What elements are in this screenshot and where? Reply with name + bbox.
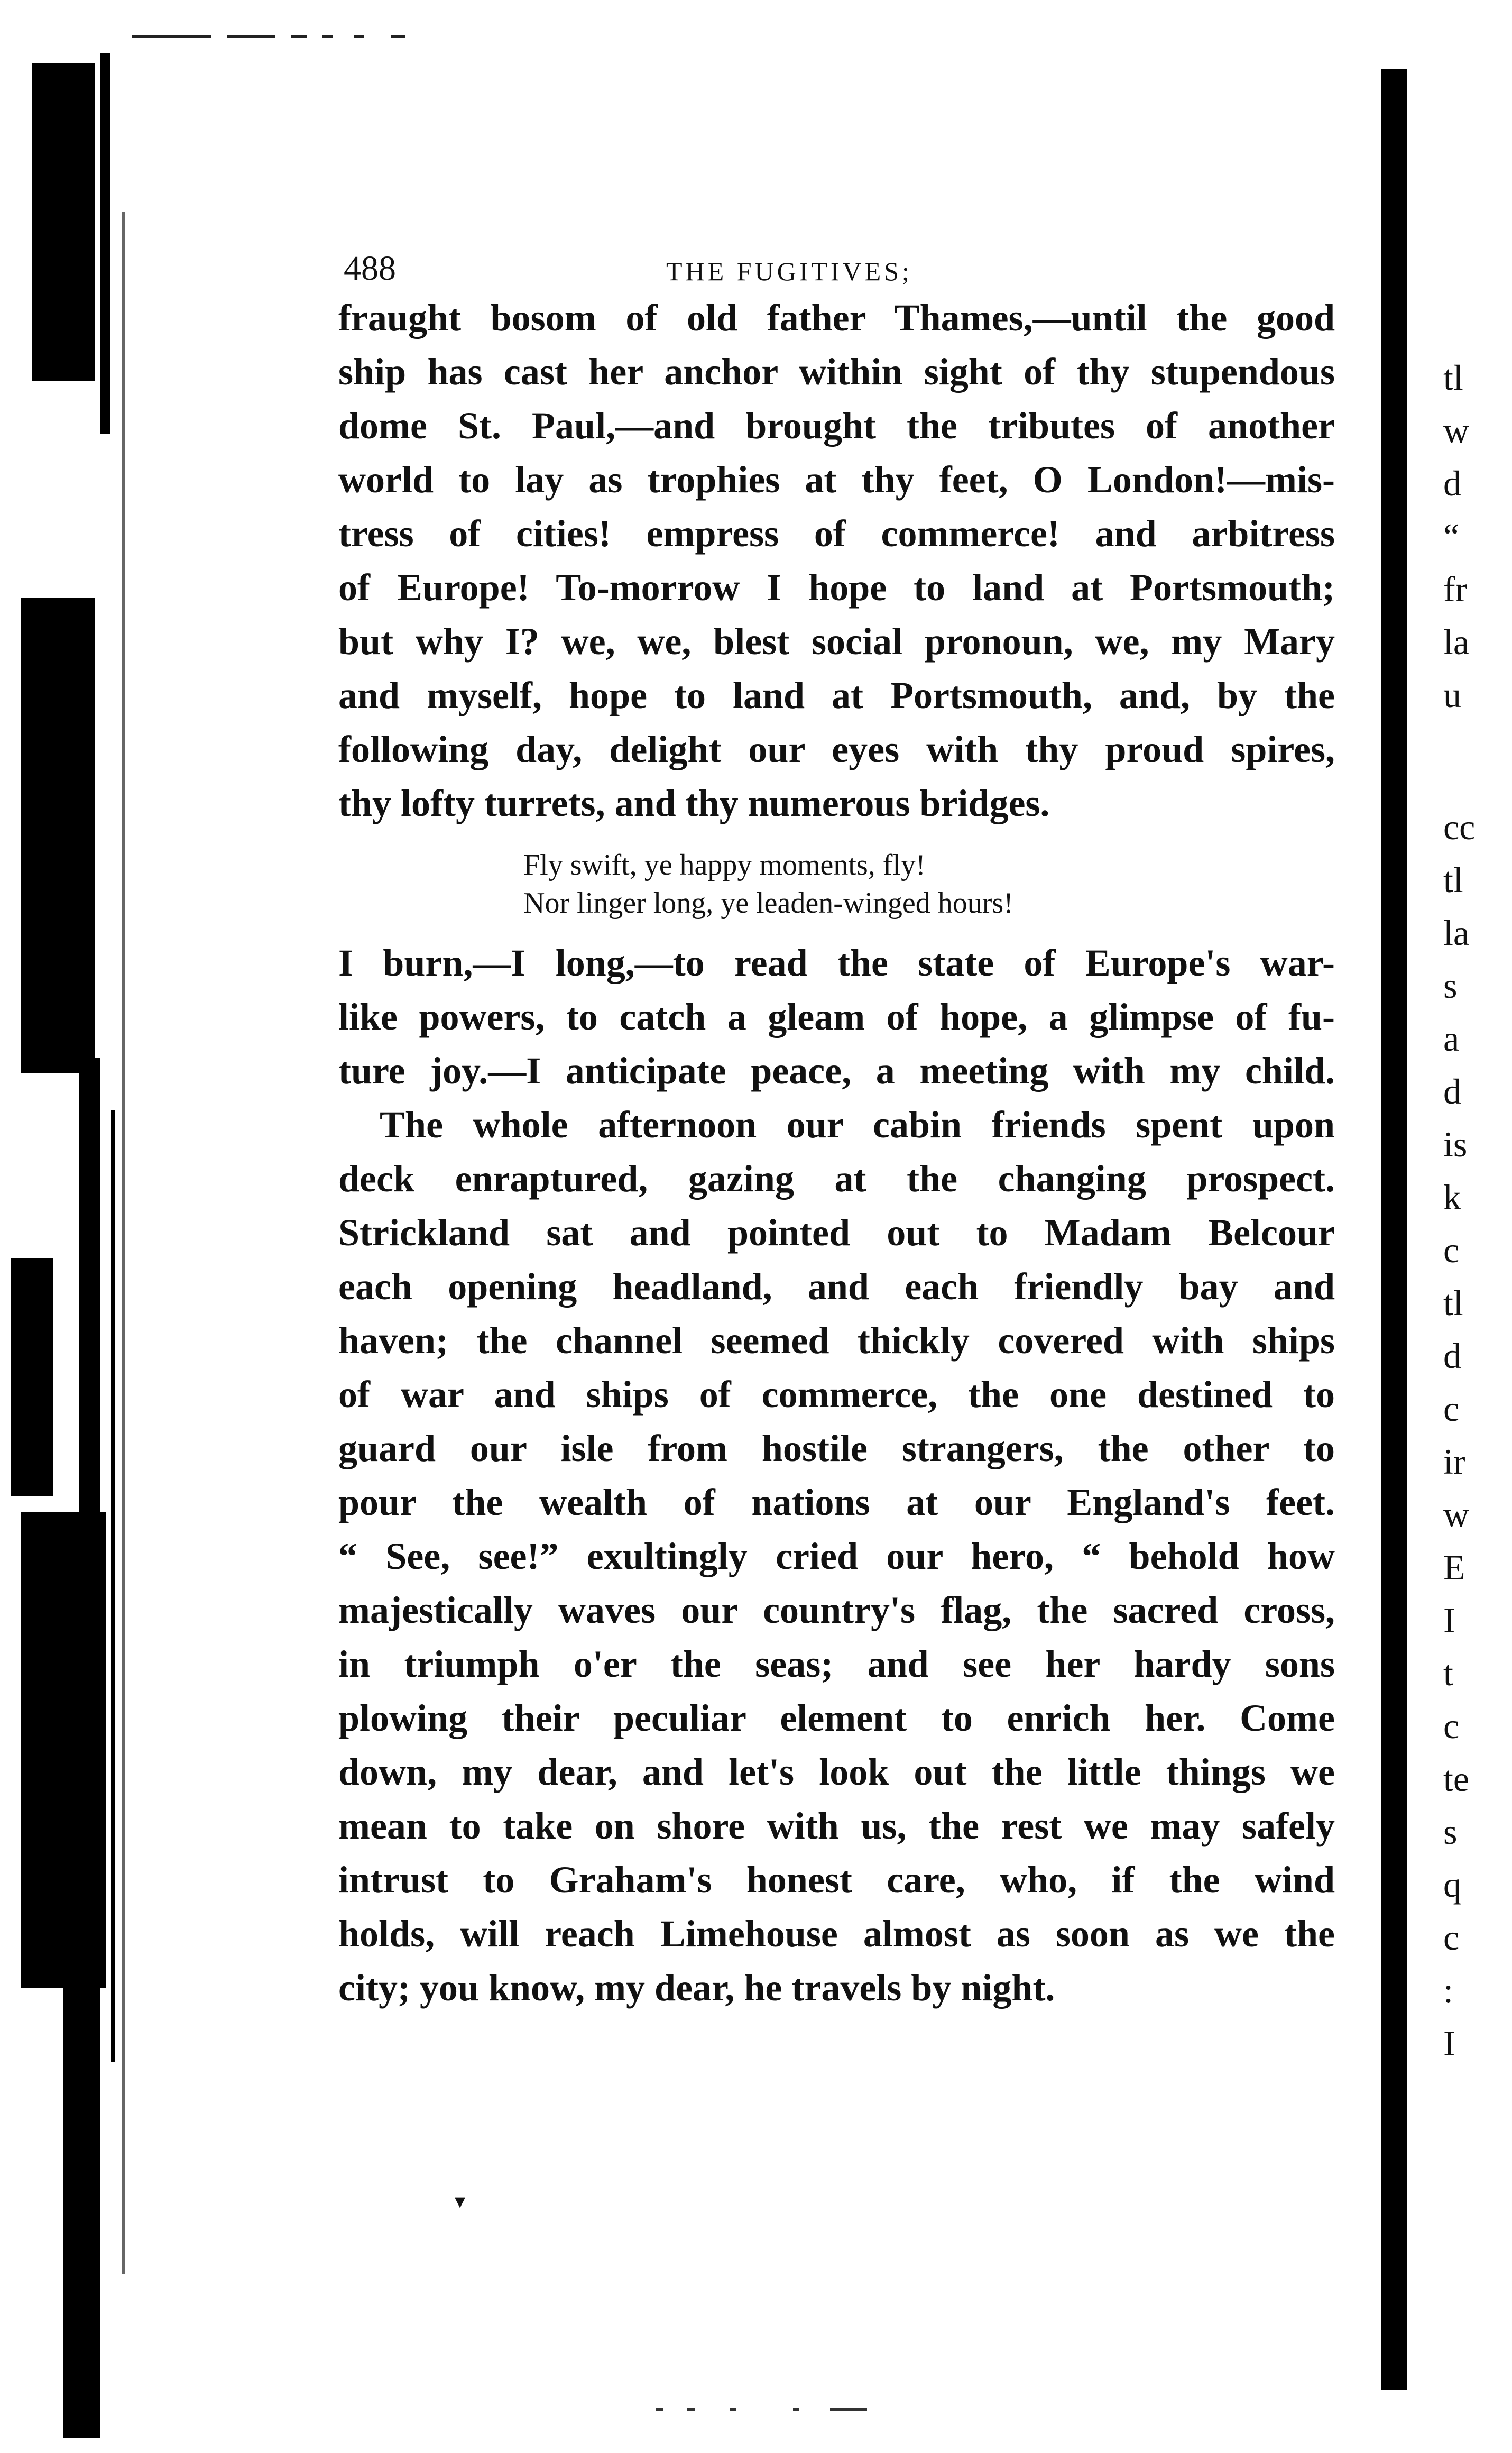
verse-quote <box>338 830 1335 936</box>
text-line: in triumph o'er the seas; and see her hardy sons <box>338 1643 1335 1685</box>
scan-noise-top <box>132 33 428 42</box>
fragment-text: c <box>1443 1230 1460 1270</box>
text-line: and myself, hope to land at Portsmouth, and, by the <box>338 674 1335 716</box>
verse-line: Fly swift, ye happy moments, fly! <box>523 849 926 881</box>
scan-noise-bottom <box>656 2406 952 2413</box>
text-line: following day, delight our eyes with thy proud spires, <box>338 728 1335 770</box>
text-line: mean to take on shore with us, the rest we may safely <box>338 1805 1335 1847</box>
fragment-text: s <box>1443 1812 1458 1852</box>
page-number: 488 <box>344 249 396 288</box>
fragment-text: s <box>1443 966 1458 1006</box>
text-line: majestically waves our country's flag, the sacred cross, <box>338 1589 1335 1631</box>
page-gutter <box>1381 69 1407 2390</box>
paragraph-3 <box>338 1098 1335 2015</box>
fragment-text: k <box>1443 1177 1461 1217</box>
fragment-text: I <box>1443 1600 1455 1640</box>
text-line: ship has cast her anchor within sight of thy stupendous <box>338 351 1335 393</box>
text-line: I burn,—I long,—to read the state of Europe's war- <box>338 942 1335 984</box>
text-line: down, my dear, and let's look out the little things we <box>338 1751 1335 1793</box>
fragment-text: c <box>1443 1706 1460 1746</box>
fragment-text: te <box>1443 1759 1470 1799</box>
fragment-text: I <box>1443 2023 1455 2063</box>
text-line: The whole afternoon our cabin friends spent upon <box>380 1104 1335 1146</box>
fragment-text: d <box>1443 463 1461 503</box>
text-line: plowing their peculiar element to enrich her. Come <box>338 1697 1335 1739</box>
text-line: thy lofty turrets, and thy numerous bridges. <box>338 782 1050 824</box>
fragment-text: la <box>1443 622 1470 662</box>
fragment-text: d <box>1443 1071 1461 1111</box>
text-line: fraught bosom of old father Thames,—until the good <box>338 297 1335 339</box>
text-line: “ See, see!” exultingly cried our hero, “ behold how <box>338 1535 1335 1577</box>
text-line: ture joy.—I anticipate peace, a meeting with my child. <box>338 1050 1335 1092</box>
running-title: THE FUGITIVES; <box>666 256 912 286</box>
text-line: holds, will reach Limehouse almost as soon as we the <box>338 1913 1335 1955</box>
fragment-text: tl <box>1443 360 1463 398</box>
fragment-text: c <box>1443 1917 1460 1958</box>
fragment-text: u <box>1443 675 1461 715</box>
fragment-text: q <box>1443 1864 1461 1905</box>
text-line: of war and ships of commerce, the one destined to <box>338 1373 1335 1416</box>
running-head <box>338 238 1335 291</box>
text-line: of Europe! To-morrow I hope to land at Portsmouth; <box>338 566 1335 609</box>
fragment-text: is <box>1443 1124 1468 1164</box>
fragment-text: fr <box>1443 569 1468 609</box>
fragment-text: c <box>1443 1389 1460 1429</box>
text-line: like powers, to catch a gleam of hope, a glimpse of fu- <box>338 996 1335 1038</box>
fragment-text: a <box>1443 1018 1460 1059</box>
text-line: guard our isle from hostile strangers, the other to <box>338 1427 1335 1469</box>
paragraph-1 <box>338 291 1335 830</box>
paragraph-2 <box>338 936 1335 1098</box>
text-line: world to lay as trophies at thy feet, O London!—mis- <box>338 458 1335 501</box>
fragment-text: : <box>1443 1970 1453 2010</box>
fragment-text: tl <box>1443 860 1463 900</box>
fragment-text: w <box>1443 410 1470 451</box>
ink-mark: ▾ <box>455 2189 466 2213</box>
text-line: Strickland sat and pointed out to Madam Belcour <box>338 1211 1335 1254</box>
fragment-text: ir <box>1443 1441 1465 1482</box>
fragment-text: “ <box>1443 516 1460 556</box>
fragment-text: d <box>1443 1336 1461 1376</box>
text-line: but why I? we, we, blest social pronoun, we, my Mary <box>338 620 1335 663</box>
fragment-text: cc <box>1443 807 1476 847</box>
text-line: each opening headland, and each friendly bay and <box>338 1265 1335 1308</box>
text-line: tress of cities! empress of commerce! and arbitress <box>338 512 1335 555</box>
book-page <box>338 238 1335 2015</box>
facing-page-fragment <box>1443 360 1512 2316</box>
text-line: pour the wealth of nations at our England's feet. <box>338 1481 1335 1523</box>
text-line: dome St. Paul,—and brought the tributes of another <box>338 405 1335 447</box>
verse-line: Nor linger long, ye leaden-winged hours! <box>523 887 1013 920</box>
text-line: haven; the channel seemed thickly covered with ships <box>338 1319 1335 1362</box>
text-line: deck enraptured, gazing at the changing prospect. <box>338 1157 1335 1200</box>
fragment-text: E <box>1443 1547 1465 1587</box>
fragment-text: t <box>1443 1653 1453 1693</box>
fragment-text: w <box>1443 1494 1470 1535</box>
text-line: intrust to Graham's honest care, who, if the wind <box>338 1859 1335 1901</box>
fragment-text: tl <box>1443 1283 1463 1323</box>
fragment-text: la <box>1443 913 1470 953</box>
binding-edge <box>0 53 143 2443</box>
text-line: city; you know, my dear, he travels by night. <box>338 1967 1055 2009</box>
